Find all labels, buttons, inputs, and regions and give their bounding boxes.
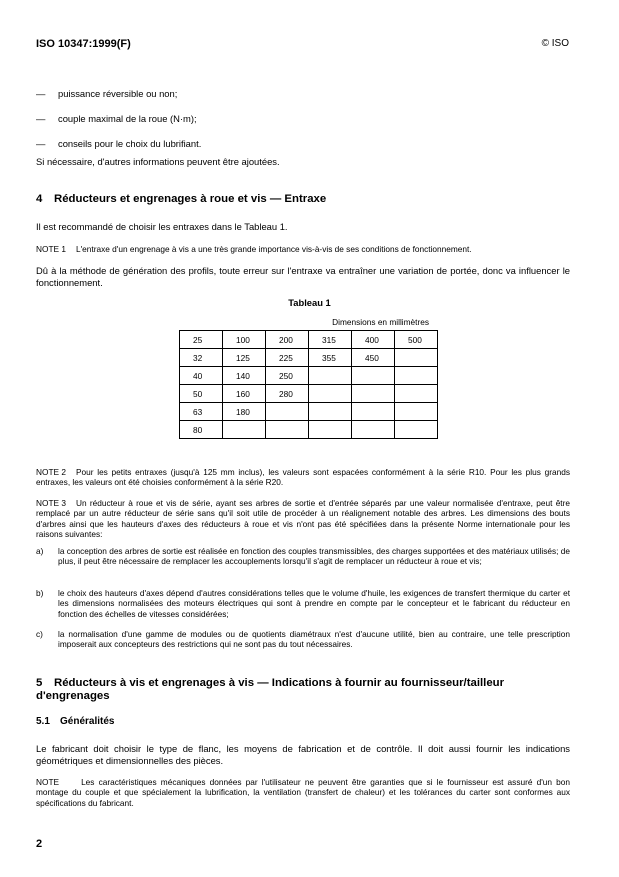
section-heading bbox=[36, 677, 576, 703]
note-text: Pour les petits entraxes (jusqu'à 125 mm inclus), les valeurs sont espacées conformément à la série R10. Pour les plus grands entraxes, les valeurs ont été choisies conformément à la série R20. bbox=[36, 467, 570, 488]
table-cell bbox=[352, 385, 395, 403]
table-cell: 200 bbox=[266, 331, 309, 349]
page-number: 2 bbox=[36, 838, 43, 850]
table-units: Dimensions en millimètres bbox=[332, 317, 429, 327]
dash-marker: — bbox=[36, 138, 46, 149]
table-cell bbox=[395, 385, 438, 403]
table-cell bbox=[266, 421, 309, 439]
table-cell bbox=[309, 421, 352, 439]
paragraph: Le fabricant doit choisir le type de flanc, les moyens de fabrication et de contrôle. Il doit aussi fournir les indications géométriques et dimensionnelles des pièces. bbox=[36, 743, 570, 766]
copyright-notice: © ISO bbox=[541, 38, 569, 49]
list-item bbox=[36, 588, 570, 619]
dash-marker: — bbox=[36, 113, 46, 124]
table-cell: 63 bbox=[180, 403, 223, 421]
list-item bbox=[36, 546, 570, 567]
table-cell bbox=[352, 403, 395, 421]
list-item-text: la conception des arbres de sortie est réalisée en fonction des couples transmissibles, des charges supportées et des matériaux utilisés; de plus, il peut être nécessaire de remplacer les accouplements lorsqu'il s'agit de remplacer un réducteur à roue et vis; bbox=[58, 546, 570, 567]
list-item-text: la normalisation d'une gamme de modules ou de quotients diamétraux n'est d'aucune utilité, bien au contraire, une telle prescription imposerait aux concepteurs des restrictions qui ne sont pas du tout nécessaires. bbox=[58, 629, 570, 650]
note-tag: NOTE 3 bbox=[36, 498, 66, 508]
list-item bbox=[36, 88, 177, 99]
table-cell: 125 bbox=[223, 349, 266, 367]
table-cell: 180 bbox=[223, 403, 266, 421]
table-cell bbox=[309, 367, 352, 385]
note-text: Les caractéristiques mécaniques données par l'utilisateur ne peuvent être garanties que si le fournisseur est assuré d'un bon montage du couple et que spécialement la lubrification, la ventilation (transfert de chaleur) et les tolérances du carter sont conformes aux spécifications du fabricant. bbox=[36, 777, 570, 808]
list-item-text: conseils pour le choix du lubrifiant. bbox=[58, 138, 202, 149]
note-tag: NOTE 1 bbox=[36, 244, 66, 254]
table-row bbox=[180, 385, 438, 403]
section-number: 4 bbox=[36, 193, 43, 205]
table-cell bbox=[266, 403, 309, 421]
section-heading bbox=[36, 193, 326, 205]
table-cell bbox=[395, 367, 438, 385]
table-cell bbox=[395, 421, 438, 439]
table-cell: 315 bbox=[309, 331, 352, 349]
paragraph: Dû à la méthode de génération des profils, toute erreur sur l'entraxe va entraîner une variation de portée, donc va influencer le fonctionnement. bbox=[36, 265, 570, 288]
document-id: ISO 10347:1999(F) bbox=[36, 38, 131, 50]
table-caption: Tableau 1 bbox=[288, 297, 331, 308]
subsection-heading bbox=[36, 716, 114, 727]
note-tag: NOTE bbox=[36, 777, 60, 787]
section-title: Réducteurs à vis et engrenages à vis — Indications à fournir au fournisseur/tailleur d'engrenages bbox=[36, 677, 505, 702]
table-cell: 140 bbox=[223, 367, 266, 385]
table-cell: 450 bbox=[352, 349, 395, 367]
table-row bbox=[180, 403, 438, 421]
list-item bbox=[36, 629, 570, 650]
section-title: Généralités bbox=[60, 716, 115, 727]
table-row bbox=[180, 421, 438, 439]
table-cell bbox=[395, 403, 438, 421]
section-number: 5.1 bbox=[36, 716, 50, 727]
table-cell: 250 bbox=[266, 367, 309, 385]
table-cell bbox=[352, 421, 395, 439]
table-row bbox=[180, 349, 438, 367]
list-item-text: couple maximal de la roue (N·m); bbox=[58, 113, 197, 124]
table-cell: 160 bbox=[223, 385, 266, 403]
section-title: Réducteurs et engrenages à roue et vis — Entraxe bbox=[54, 193, 327, 205]
list-marker: a) bbox=[36, 546, 44, 556]
table-cell: 80 bbox=[180, 421, 223, 439]
table-cell bbox=[395, 349, 438, 367]
table-cell: 40 bbox=[180, 367, 223, 385]
dash-marker: — bbox=[36, 88, 46, 99]
table-row bbox=[180, 367, 438, 385]
table-cell: 50 bbox=[180, 385, 223, 403]
table-cell bbox=[309, 385, 352, 403]
list-marker: c) bbox=[36, 629, 43, 639]
list-item-text: le choix des hauteurs d'axes dépend d'autres considérations telles que le volume d'huile, les exigences de transfert thermique du carter et les dimensions normalisées des moteurs électriques qui sont à prendre en compte par le concepteur et le fabricant du réducteur en fonction des échelles de vitesses considérées; bbox=[58, 588, 570, 619]
table-cell: 355 bbox=[309, 349, 352, 367]
table-cell: 25 bbox=[180, 331, 223, 349]
table-cell: 32 bbox=[180, 349, 223, 367]
list-item bbox=[36, 113, 197, 124]
table-cell: 280 bbox=[266, 385, 309, 403]
table-cell: 400 bbox=[352, 331, 395, 349]
note-text: Un réducteur à roue et vis de série, ayant ses arbres de sortie et d'entrée séparés par une valeur normalisée d'entraxe, peut être remplacé par un autre réducteur de série sans qu'il soit utile de procéder à un réalignement notable des arbres. Les dimensions des bouts d'arbres ainsi que les hauteurs d'axes des réducteurs à roue et vis n'ont pas été spécifiées dans la présente Norme internationale pour les raisons suivantes: bbox=[36, 498, 570, 539]
table-cell: 225 bbox=[266, 349, 309, 367]
section-number: 5 bbox=[36, 677, 43, 689]
note-tag: NOTE 2 bbox=[36, 467, 66, 477]
note bbox=[36, 244, 570, 254]
note bbox=[36, 777, 570, 808]
list-item bbox=[36, 138, 201, 149]
note bbox=[36, 498, 570, 539]
list-marker: b) bbox=[36, 588, 44, 598]
table-cell bbox=[309, 403, 352, 421]
list-item-text: puissance réversible ou non; bbox=[58, 88, 178, 99]
paragraph: Si nécessaire, d'autres informations peuvent être ajoutées. bbox=[36, 156, 280, 167]
table-cell bbox=[352, 367, 395, 385]
paragraph: Il est recommandé de choisir les entraxes dans le Tableau 1. bbox=[36, 221, 288, 232]
table-cell: 100 bbox=[223, 331, 266, 349]
note bbox=[36, 467, 570, 488]
table-row bbox=[180, 331, 438, 349]
note-text: L'entraxe d'un engrenage à vis a une très grande importance vis-à-vis de ses conditions de fonctionnement. bbox=[75, 244, 472, 254]
table-cell bbox=[223, 421, 266, 439]
center-distance-table bbox=[179, 330, 438, 439]
table-cell: 500 bbox=[395, 331, 438, 349]
